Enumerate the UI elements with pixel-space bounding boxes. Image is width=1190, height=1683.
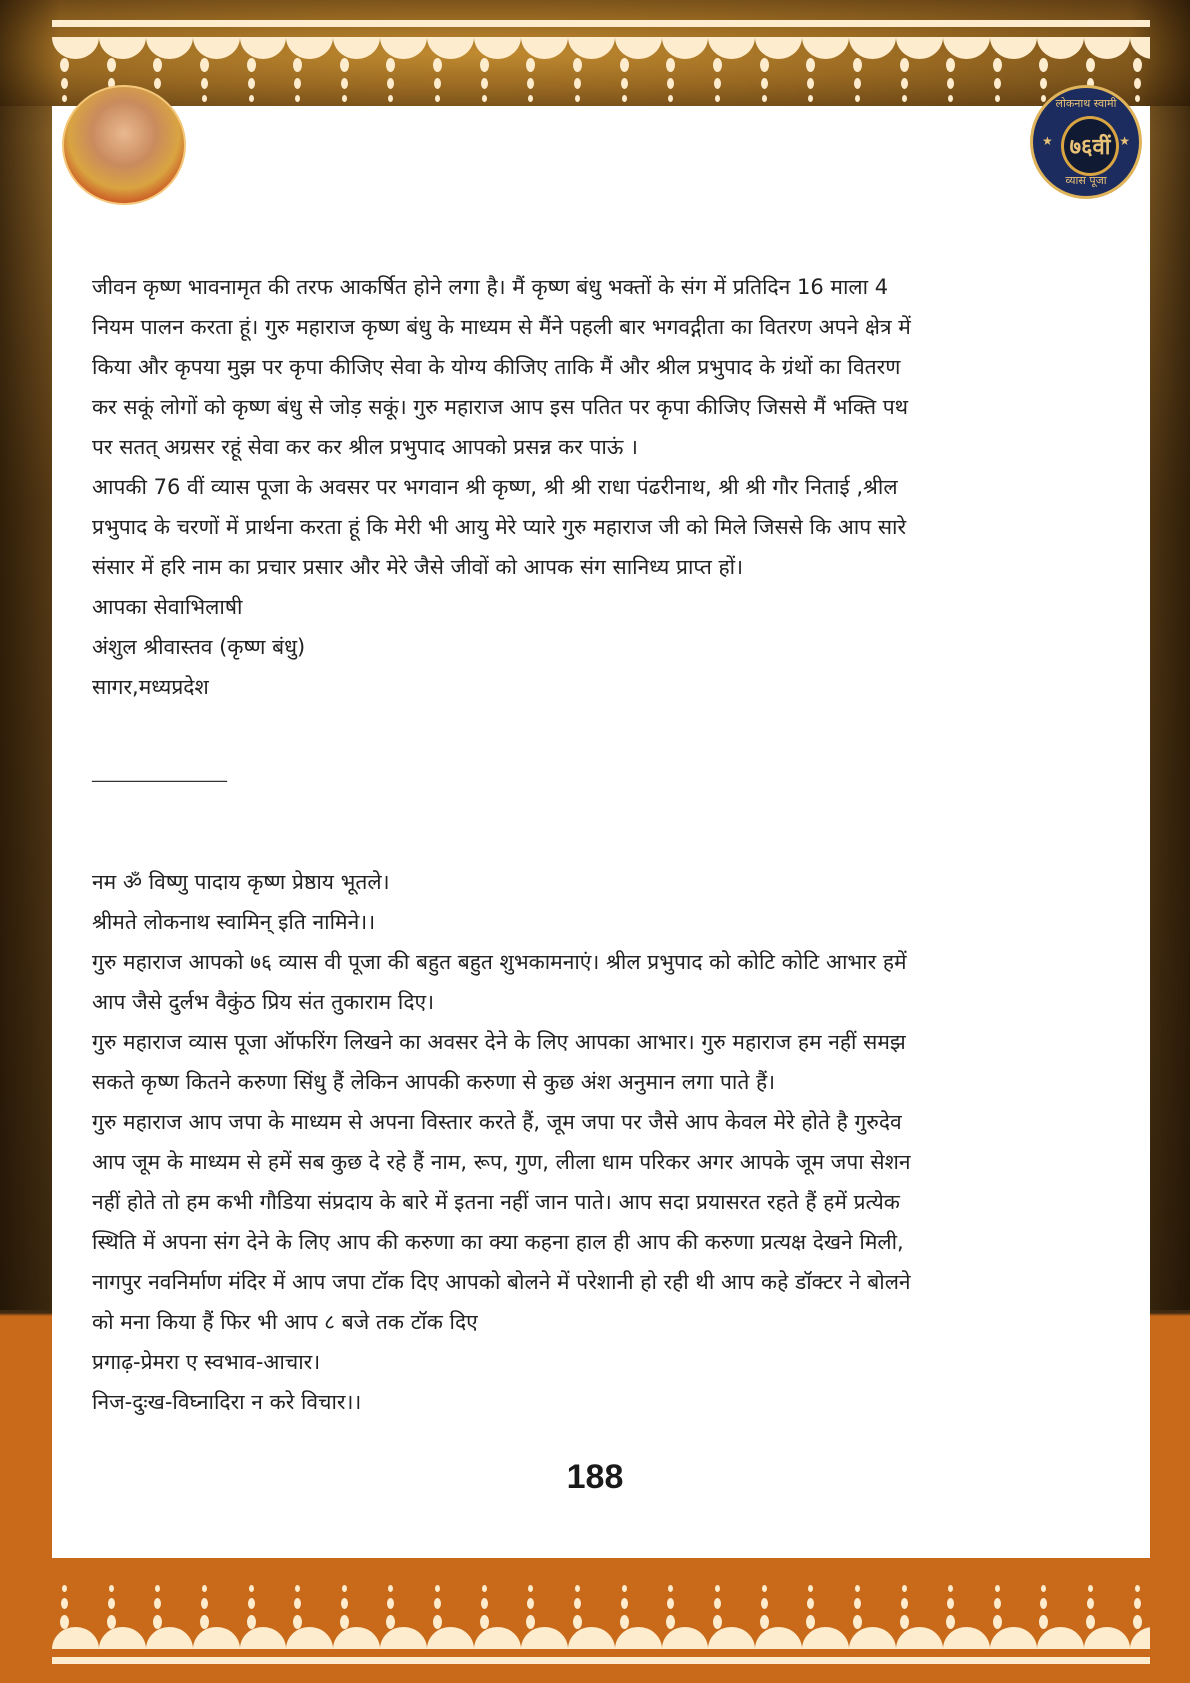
text-line: सागर,मध्यप्रदेश [92,675,209,699]
text-line: नियम पालन करता हूं। गुरु महाराज कृष्ण बंधु के माध्यम से मैंने पहली बार भगवद्गीता का वितरण अपने क्षेत्र में [92,315,911,339]
dot-column [1086,1585,1095,1629]
dot-shape [341,78,348,89]
scallop-shape [240,1627,287,1649]
scallop-shape [802,1627,849,1649]
dot-shape [622,1585,627,1592]
scallop-shape [1130,1627,1150,1649]
scallop-shape [286,37,333,59]
dot-column [293,58,302,102]
dot-column [386,58,395,102]
dot-shape [947,1598,954,1609]
dot-shape [201,1598,208,1609]
text-line: कर सकूं लोगों को कृष्ण बंधु से जोड़ सकूं। गुरु महाराज आप इस पतित पर कृपा कीजिए जिससे मैं भक्ति पथ [92,395,909,419]
page-number: 188 [566,1458,624,1496]
dot-column [247,58,256,102]
dot-shape [294,78,301,89]
dot-column [620,1585,629,1629]
dot-shape [1088,1585,1093,1592]
text-line: अंशुल श्रीवास्तव (कृष्ण बंधु) [92,635,306,659]
scallop-shape [615,1627,662,1649]
dot-column [946,1585,955,1629]
dot-shape [993,58,1002,72]
scallop-shape [474,1627,521,1649]
star-icon: ★ [1042,134,1053,148]
text-line: पर सतत् अग्रसर रहूं सेवा कर कर श्रील प्रभुपाद आपको प्रसन्न कर पाऊं । [92,435,638,459]
scallop-shape [1084,37,1131,59]
dot-column [620,58,629,102]
scallop-shape [286,1627,333,1649]
guru-portrait-photo [62,85,186,205]
dot-shape [154,1598,161,1609]
dot-shape [762,95,767,102]
dot-shape [575,1585,580,1592]
scallop-shape [1037,37,1084,59]
scallop-shape [52,37,99,59]
scallop-shape [990,1627,1037,1649]
dot-column [480,1585,489,1629]
dot-column [153,1585,162,1629]
dot-shape [247,58,256,72]
dot-column [713,1585,722,1629]
dot-column [480,58,489,102]
dot-shape [109,1585,114,1592]
scallop-shape [615,37,662,59]
dot-shape [154,78,161,89]
dot-shape [528,1585,533,1592]
dot-shape [854,78,861,89]
scallop-shape [380,1627,427,1649]
scallop-shape [427,1627,474,1649]
dot-shape [807,1598,814,1609]
dot-shape [527,1598,534,1609]
dot-shape [435,95,440,102]
dot-column [526,1585,535,1629]
dot-shape [340,58,349,72]
dot-shape [107,58,116,72]
dot-shape [1134,1598,1141,1609]
dot-shape [434,78,441,89]
dot-shape [806,58,815,72]
seal-bottom-text: व्यास पूजा [1065,174,1107,187]
scallop-shape [521,1627,568,1649]
text-line: को मना किया हैं फिर भी आप ८ बजे तक टॉक दिए [92,1310,478,1334]
dot-shape [434,1598,441,1609]
dot-shape [1133,58,1142,72]
dot-shape [668,95,673,102]
dot-shape [62,1585,67,1592]
dot-column [386,1585,395,1629]
dot-shape [620,58,629,72]
dot-column [993,58,1002,102]
dot-shape [760,58,769,72]
dot-shape [249,1585,254,1592]
scallop-shape [849,37,896,59]
scallop-shape [333,1627,380,1649]
dot-shape [714,78,721,89]
scallop-shape [708,37,755,59]
scallop-shape [802,37,849,59]
dot-shape [573,58,582,72]
dot-column [760,58,769,102]
dot-column [60,58,69,102]
dot-shape [947,78,954,89]
vyasa-puja-seal-logo [1030,85,1142,199]
dot-shape [342,95,347,102]
dot-shape [946,58,955,72]
dot-shape [713,58,722,72]
top-border-line [52,20,1150,27]
text-line: प्रगाढ़-प्रेमरा ए स्वभाव-आचार। [92,1350,321,1374]
dot-shape [994,1598,1001,1609]
bottom-border-line [52,1657,1150,1664]
dot-column [806,1585,815,1629]
text-line: स्थिति में अपना संग देने के लिए आप की करुणा का क्या कहना हाल ही आप की करुणा प्रत्यक्ष देखने मिली, [92,1230,904,1254]
text-line: निज-दुःख-विघ्नादिरा न करे विचार।। [92,1390,362,1414]
dot-shape [481,78,488,89]
dot-column [666,1585,675,1629]
dot-shape [200,58,209,72]
dot-column [340,1585,349,1629]
dot-column [433,58,442,102]
scallop-shape [380,37,427,59]
bottom-dot-border [52,1585,1150,1629]
scallop-shape [146,37,193,59]
dot-column [1039,1585,1048,1629]
text-line: नहीं होते तो हम कभी गौडिया संप्रदाय के बारे में इतना नहीं जान पाते। आप सदा प्रयासरत रहते हैं हमें प्रत्येक [92,1190,900,1214]
dot-shape [386,58,395,72]
dot-shape [248,1598,255,1609]
dot-column [666,58,675,102]
scallop-shape [755,37,802,59]
dot-shape [61,1598,68,1609]
dot-shape [1039,58,1048,72]
text-line: आपका सेवाभिलाषी [92,595,243,619]
dot-shape [808,95,813,102]
dot-shape [201,78,208,89]
dot-shape [528,95,533,102]
dot-column [853,1585,862,1629]
text-line: सकते कृष्ण कितने करुणा सिंधु हैं लेकिन आपकी करुणा से कुछ अंश अनुमान लगा पाते हैं। [92,1070,776,1094]
dot-shape [1086,58,1095,72]
dot-shape [295,1585,300,1592]
dot-shape [853,58,862,72]
dot-shape [902,95,907,102]
dot-shape [387,78,394,89]
scallop-shape [521,37,568,59]
bottom-scallop-border [52,1627,1150,1649]
dot-shape [714,1598,721,1609]
scallop-shape [990,37,1037,59]
dot-shape [1040,1598,1047,1609]
dot-shape [574,1598,581,1609]
scallop-shape [943,1627,990,1649]
dot-shape [435,1585,440,1592]
dot-shape [341,1598,348,1609]
dot-shape [387,1598,394,1609]
scallop-shape [146,1627,193,1649]
scallop-shape [240,37,287,59]
scallop-shape [193,1627,240,1649]
dot-shape [855,95,860,102]
dot-shape [1041,1585,1046,1592]
scallop-shape [333,37,380,59]
dot-shape [295,95,300,102]
dot-shape [995,1585,1000,1592]
dot-shape [668,1585,673,1592]
text-line: गुरु महाराज आपको ७६ व्यास वी पूजा की बहुत बहुत शुभकामनाएं। श्रील प्रभुपाद को कोटि कोटि आभार हमें [92,950,907,974]
dot-shape [1040,78,1047,89]
dot-column [946,58,955,102]
dot-shape [667,1598,674,1609]
dot-shape [762,1585,767,1592]
dot-shape [480,58,489,72]
dot-shape [621,1598,628,1609]
dot-shape [482,95,487,102]
text-line: गुरु महाराज आप जपा के माध्यम से अपना विस्तार करते हैं, जूम जपा पर जैसे आप केवल मेरे होते है गुरुदेव [92,1110,902,1134]
dot-shape [294,1598,301,1609]
dot-column [573,58,582,102]
dot-shape [249,95,254,102]
scallop-shape [1084,1627,1131,1649]
dot-shape [761,78,768,89]
dot-column [900,1585,909,1629]
dot-shape [855,1585,860,1592]
dot-shape [526,58,535,72]
dot-shape [575,95,580,102]
dot-column [433,1585,442,1629]
dot-column [806,58,815,102]
dot-shape [667,78,674,89]
scallop-shape [474,37,521,59]
dot-shape [388,95,393,102]
offering-letter-1 [92,267,911,707]
dot-shape [621,78,628,89]
dot-column [713,58,722,102]
seal-number: ७६वीं [1061,116,1119,176]
dot-shape [202,1585,207,1592]
scallop-shape [849,1627,896,1649]
scallop-shape [1130,37,1150,59]
dot-shape [854,1598,861,1609]
star-icon: ★ [1119,134,1130,148]
scallop-shape [943,37,990,59]
dot-shape [715,1585,720,1592]
dot-shape [761,1598,768,1609]
text-line: आप जूम के माध्यम से हमें सब कुछ दे रहे हैं नाम, रूप, गुण, लीला धाम परिकर अगर आपके जूम जपा सेशन [92,1150,911,1174]
seal-top-text: लोकनाथ स्वामी [1055,97,1117,110]
dot-shape [388,1585,393,1592]
text-line: नागपुर नवनिर्माण मंदिर में आप जपा टॉक दिए आपको बोलने में परेशानी हो रही थी आप कहे डॉक्टर ने बोलने [92,1270,911,1294]
dot-shape [293,58,302,72]
text-line: गुरु महाराज व्यास पूजा ऑफरिंग लिखने का अवसर देने के लिए आपका आभार। गुरु महाराज हम नहीं समझ [92,1030,906,1054]
dot-shape [901,1598,908,1609]
dot-column [340,58,349,102]
dot-shape [481,1598,488,1609]
dot-column [200,58,209,102]
scallop-shape [193,37,240,59]
dot-column [573,1585,582,1629]
scallop-shape [568,1627,615,1649]
dot-shape [900,58,909,72]
dot-shape [60,58,69,72]
dot-shape [948,1585,953,1592]
text-line: किया और कृपया मुझ पर कृपा कीजिए सेवा के योग्य कीजिए ताकि मैं और श्रील प्रभुपाद के ग्रंथों का वितरण [92,355,901,379]
dot-shape [155,1585,160,1592]
dot-shape [153,58,162,72]
dot-column [200,1585,209,1629]
dot-shape [248,78,255,89]
dot-column [247,1585,256,1629]
dot-shape [715,95,720,102]
dot-shape [1134,78,1141,89]
dot-shape [108,1598,115,1609]
scallop-shape [708,1627,755,1649]
dot-column [993,1585,1002,1629]
dot-shape [1135,1585,1140,1592]
text-line: संसार में हरि नाम का प्रचार प्रसार और मेरे जैसे जीवों को आपक संग सानिध्य प्राप्त हों। [92,555,744,579]
offering-letter-2 [92,862,911,1422]
scallop-shape [427,37,474,59]
text-line: प्रभुपाद के चरणों में प्रार्थना करता हूं कि मेरी भी आयु मेरे प्यारे गुरु महाराज जी को मिले जिससे कि आप सारे [92,515,907,539]
dot-shape [1087,1598,1094,1609]
text-line: नम ॐ विष्णु पादाय कृष्ण प्रेष्ठाय भूतले। [92,870,390,894]
scallop-shape [755,1627,802,1649]
dot-shape [62,95,67,102]
text-line: आप जैसे दुर्लभ वैकुंठ प्रिय संत तुकाराम दिए। [92,990,435,1014]
scallop-shape [896,1627,943,1649]
scallop-shape [568,37,615,59]
dot-shape [433,58,442,72]
top-scallop-border [52,37,1150,59]
text-line: जीवन कृष्ण भावनामृत की तरफ आकर्षित होने लगा है। मैं कृष्ण बंधु भक्तों के संग में प्रतिदिन 16 माला 4 [92,275,889,299]
text-line: आपकी 76 वीं व्यास पूजा के अवसर पर भगवान श्री कृष्ण, श्री श्री राधा पंढरीनाथ, श्री श्री गौर निताई ,श्रील [92,475,898,499]
dot-shape [527,78,534,89]
dot-shape [202,95,207,102]
scallop-shape [99,1627,146,1649]
dot-shape [807,78,814,89]
dot-column [760,1585,769,1629]
scallop-shape [1037,1627,1084,1649]
top-dot-border [52,58,1150,102]
scallop-shape [52,1627,99,1649]
dot-shape [622,95,627,102]
dot-column [853,58,862,102]
dot-shape [574,78,581,89]
dot-column [1133,1585,1142,1629]
dot-shape [948,95,953,102]
dot-shape [61,78,68,89]
dot-shape [901,78,908,89]
dot-column [900,58,909,102]
dot-column [526,58,535,102]
left-shadow [0,0,60,1310]
dot-shape [482,1585,487,1592]
dot-column [293,1585,302,1629]
scallop-shape [662,37,709,59]
dot-column [60,1585,69,1629]
dot-shape [342,1585,347,1592]
text-line: श्रीमते लोकनाथ स्वामिन् इति नामिने।। [92,910,376,934]
dot-shape [994,78,1001,89]
dot-shape [666,58,675,72]
dot-shape [995,95,1000,102]
dot-shape [808,1585,813,1592]
dot-shape [902,1585,907,1592]
dot-column [107,1585,116,1629]
scallop-shape [896,37,943,59]
scallop-shape [99,37,146,59]
scallop-shape [662,1627,709,1649]
section-divider: _______________ [92,762,227,783]
